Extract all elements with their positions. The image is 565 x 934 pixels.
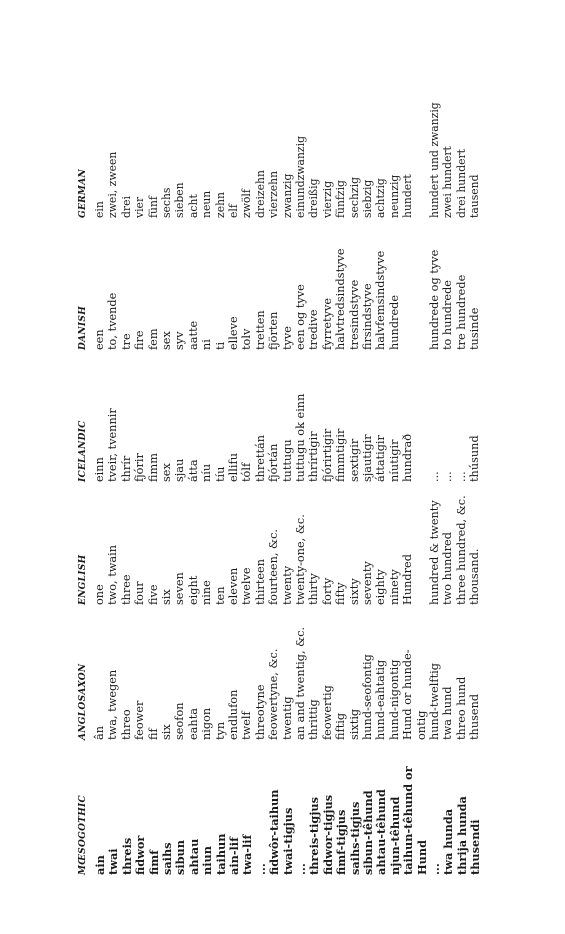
table-cell: zwölf [240,189,254,218]
table-cell: dreizehn [253,170,267,218]
table-cell: saihs [160,842,174,875]
table-cell: sechzig [347,177,361,218]
table-cell: sex [160,463,173,482]
table-cell: two hundred [441,532,455,605]
table-cell: twai [106,848,121,875]
table-cell: sjau [173,458,187,482]
table-cell: sieben [173,182,187,218]
table-cell: four [133,581,147,605]
table-cell: níu [200,463,214,482]
table-cell: hund-eahtatig [374,659,388,740]
table-cell: hund-nigontig [387,659,401,740]
column-header: MŒSOGOTHIC [78,794,88,875]
table-cell: vierzig [320,180,334,218]
table-cell: ten [213,586,227,605]
table-cell: thrírtigir [307,431,321,482]
column-moesogothic [78,745,498,875]
table-cell: seofon [173,702,187,740]
table-cell: fyrretyve [320,297,334,350]
table-cell: twa hunda [441,808,456,875]
table-cell: zwei, zween [106,151,120,218]
table-cell: fimf-tigjus [334,809,349,875]
table-cell: einn [93,457,106,482]
table-cell: fire [133,330,147,350]
table-cell: ... [441,471,455,482]
table-cell: eight [186,575,200,605]
table-cell: elf [227,204,240,218]
table-cell: eahta [186,708,200,740]
table-cell: ... [253,863,268,875]
table-cell: fimf [146,849,161,875]
table-cell: sextigir [347,438,361,482]
table-cell: tyn [213,721,227,740]
table-cell: six [160,724,173,740]
table-cell: fjórir [133,453,147,482]
table-cell: threis-tigjus [307,797,322,875]
table-cell: tólf [240,462,254,482]
table-cell: ... [428,471,441,482]
table-cell: sibun [173,840,188,875]
table-cell: hundert und zwanzig [428,102,441,218]
table-cell: threotyne [253,684,267,740]
table-cell: tveir, tvennir [106,408,120,482]
table-cell: tusinde [468,307,482,350]
table-cell: sjautigir [361,434,374,482]
table-cell: fjórirtigir [320,428,334,482]
table-cell: threo [119,709,133,740]
table-cell: forty [320,577,334,605]
table-cell: fünf [146,196,160,218]
table-cell: njun-têhund [387,796,402,875]
table-cell: an and twentig, &c. [294,626,307,740]
table-cell: twentig [280,696,294,740]
table-cell: thúsund [468,435,482,482]
column-header: GERMAN [78,169,88,218]
table-cell: tuttugu ok einn [294,393,307,482]
table-cell: fjórtán [267,443,281,482]
table-cell: taihun-têhund or [401,766,416,875]
table-cell: seven [173,572,187,605]
table-cell: three [119,574,133,605]
table-cell: eleven [227,567,240,605]
table-cell: threo hund [454,676,468,740]
table-cell: Hund or hunde- [401,649,415,740]
table-cell: fjörten [267,311,281,350]
table-cell: tretten [253,310,267,350]
table-cell: neun [200,190,214,218]
table-cell: ain-lif [227,837,241,875]
table-cell: een [93,329,106,350]
table-cell: ... [294,863,308,875]
table-cell: ni [200,339,214,350]
table-cell: fif [146,728,160,740]
table-cell: tresindstyve [347,279,361,350]
table-cell: áttatigir [374,435,388,482]
table-cell: tausend [468,174,482,218]
table-cell: niun [200,846,215,875]
table-cell: threttán [253,435,267,482]
table-cell: tredive [307,309,321,350]
column-header: ANGLOSAXON [78,663,88,740]
table-cell: fidwôr-taihun [267,789,282,875]
table-cell: six [160,589,173,605]
table-cell: een og tyve [294,284,307,350]
table-cell: zwanzig [280,173,294,218]
column-anglosaxon [78,610,498,740]
table-cell: thrittig [307,699,321,740]
table-cell: saihs-tigjus [347,801,362,875]
table-cell: twelve [240,567,254,605]
table-cell: vier [133,196,147,218]
table-cell: to, tvende [106,292,120,350]
table-cell: fifty [334,582,348,605]
table-cell: fidwor [133,835,148,875]
table-cell: sixtig [347,708,361,740]
column-header: ENGLISH [78,554,88,605]
table-cell: aatte [186,320,200,350]
table-cell: hundred & twenty [428,500,441,605]
column-german [78,88,498,218]
table-cell: three hundred, &c. [454,495,468,605]
table-cell: zwei hundert [441,146,455,218]
table-cell: thusendi [468,819,483,875]
table-cell: feower [133,700,147,740]
table-cell: twai-tigjus [280,807,295,875]
table-cell: fidwor-tigjus [320,794,335,875]
table-cell: átta [186,459,200,482]
table-cell: zehn [213,192,227,218]
table-cell: firsindstyve [361,283,374,350]
table-cell: nine [200,580,214,605]
table-cell: sibun-têhund [361,790,375,875]
table-cell: hund-twelftig [428,663,441,740]
table-cell: thousand. [468,548,482,605]
table-cell: tre hundrede [454,274,468,350]
table-cell: neunzig [387,174,401,218]
table-cell: thirteen [253,558,267,605]
table-cell: drei [119,196,133,218]
table-cell: eighty [374,569,388,605]
table-cell: two, twain [106,544,120,605]
table-cell: fem [146,328,160,350]
table-cell: ellifu [227,453,240,482]
table-cell: one [93,584,106,605]
table-cell: drei hundert [454,148,468,218]
column-header: DANISH [78,305,88,350]
table-cell: fourteen, &c. [267,528,281,605]
table-cell: hundrede [387,294,401,350]
table-cell: to hundrede [441,280,455,350]
table-cell: twa, twegen [106,669,120,740]
table-cell: siebzig [361,179,374,218]
table-cell: vierzehn [267,170,281,218]
table-cell: ân [93,725,106,740]
table-cell: hundrede og tyve [428,249,441,350]
table-cell: five [146,584,160,605]
table-cell: nigon [200,707,214,740]
table-cell: twa-lif [240,834,255,875]
table-cell: thrija hunda [454,796,469,875]
table-cell: tyve [280,326,294,350]
table-cell: achtzig [374,178,388,218]
table-cell: einundzwanzig [294,136,307,218]
table-cell: twenty-one, &c. [294,514,307,605]
column-icelandic [78,352,498,482]
table-cell: níutigir [387,439,401,482]
table-cell: hundrað [401,434,415,482]
table-cell: sechs [160,187,173,218]
table-cell: fünfzig [334,180,348,218]
table-cell: acht [186,194,200,218]
table-cell: taihun [213,833,228,875]
table-cell: threis [119,837,134,875]
table-cell: ti [213,341,227,350]
table-cell: fimmtigir [334,428,348,482]
table-cell: halvtredsindstyve [334,248,348,350]
table-cell: hund-seofontig [361,654,374,740]
table-cell: feowertig [320,685,334,740]
table-cell: thirty [307,573,321,605]
table-cell: ... [428,863,442,875]
column-english [78,475,498,605]
table-cell: twa hund [441,686,455,740]
table-cell: hundert [401,174,415,218]
table-cell: dreißig [307,178,321,218]
table-cell: seventy [361,561,374,605]
table-cell: feowertyne, &c. [267,648,281,740]
table-cell: ahtau [186,838,201,875]
table-cell: fimm [146,453,160,482]
table-cell: ahtau-têhund [374,789,389,875]
table-cell: endlufon [227,689,240,740]
table-cell: tolv [240,328,254,350]
numerals-table [78,75,498,875]
table-cell: halvfemsindstyve [374,250,388,350]
table-cell: ain [93,855,107,875]
table-cell: ontig [414,710,428,740]
table-cell: ninety [387,569,401,605]
table-cell: sixty [347,578,361,605]
table-cell: tre [119,333,133,350]
table-cell: thrír [119,455,133,482]
table-cell: syv [173,331,187,350]
table-cell: twenty [280,565,294,605]
column-danish [78,220,498,350]
table-cell: Hundred [401,554,415,605]
table-cell: Hund [414,840,429,875]
column-header: ICELANDIC [78,420,88,482]
table-cell: ein [93,201,106,218]
table-cell: elleve [227,316,240,350]
table-cell: thusend [468,693,482,740]
table-cell: ... [454,471,468,482]
table-cell: tuttugu [280,439,294,482]
table-cell: fiftig [334,712,348,740]
table-cell: sex [160,331,173,350]
table-cell: tíu [213,466,227,482]
table-cell: twelf [240,711,254,740]
